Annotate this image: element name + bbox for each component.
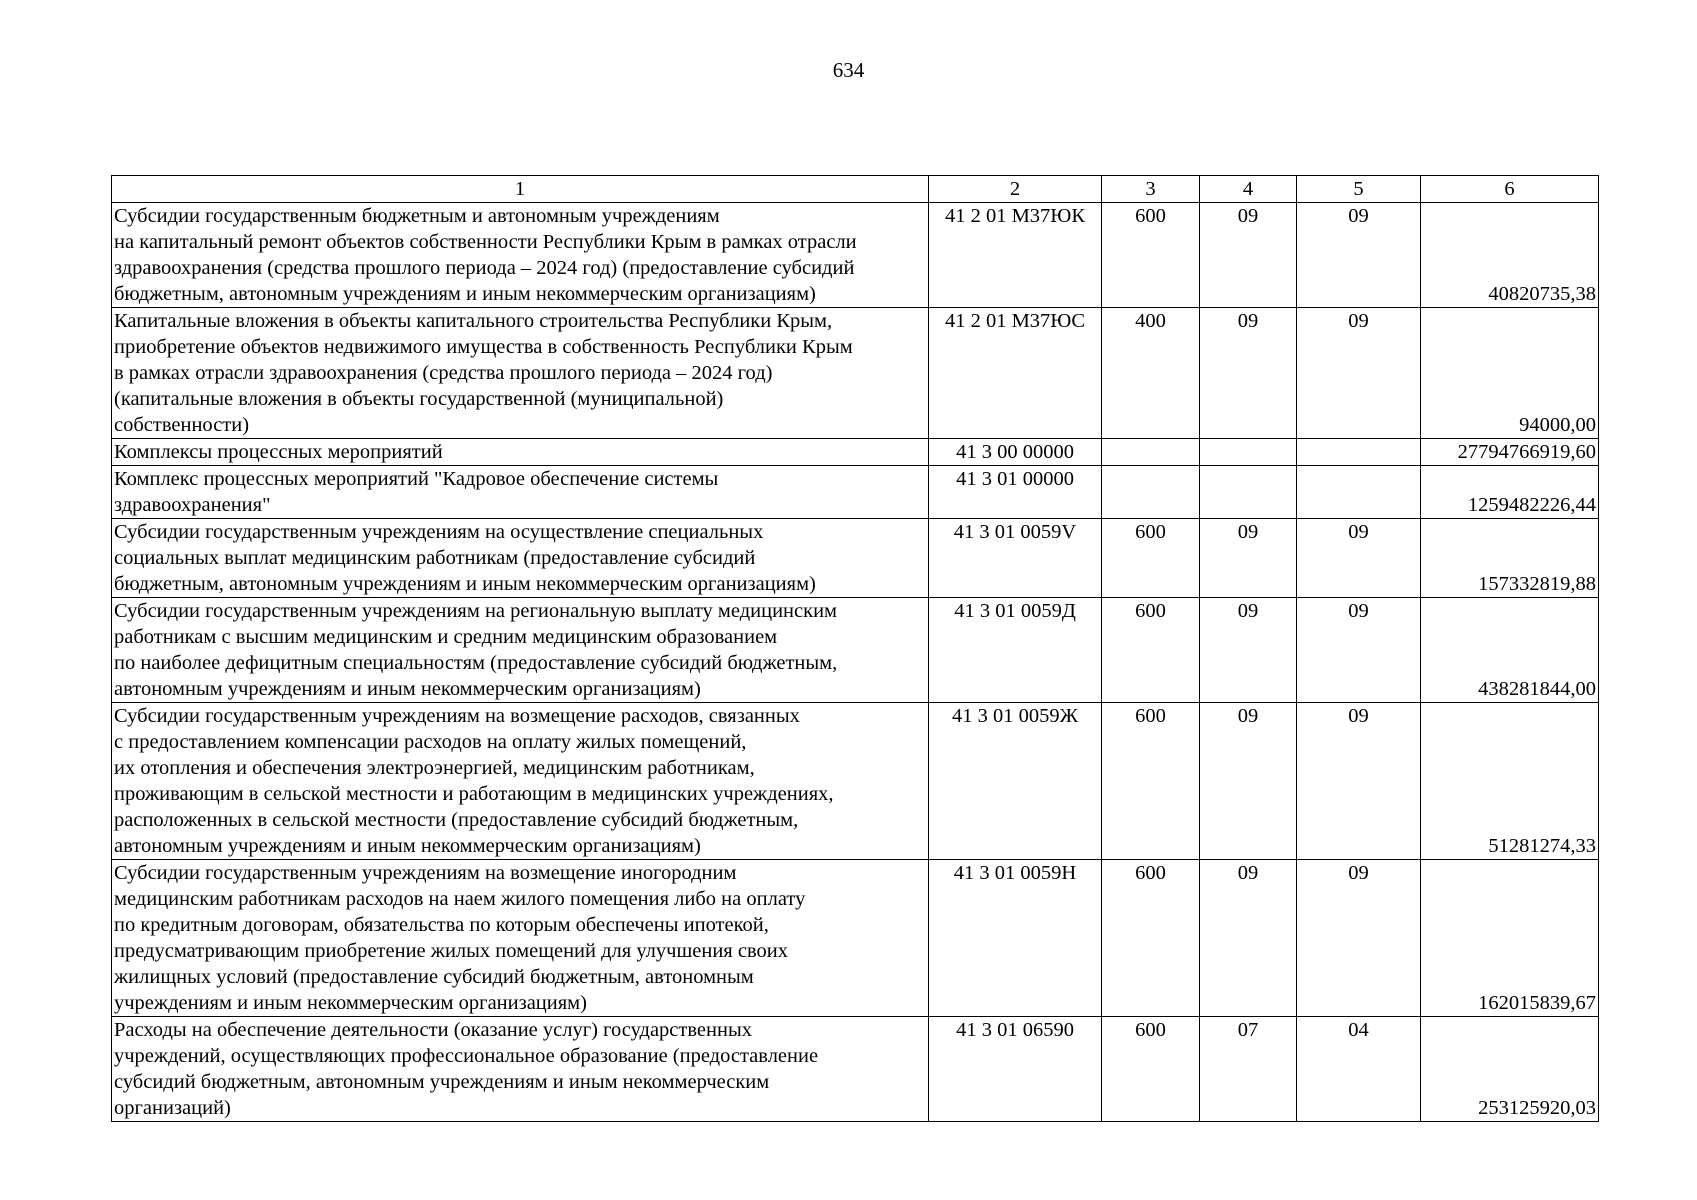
section-code: 09 bbox=[1200, 598, 1297, 703]
section-code bbox=[1200, 466, 1297, 519]
column-header-6: 6 bbox=[1421, 176, 1599, 203]
amount: 51281274,33 bbox=[1421, 703, 1599, 860]
expense-type-code: 600 bbox=[1102, 203, 1200, 308]
table-row bbox=[112, 860, 1599, 1017]
amount: 40820735,38 bbox=[1421, 203, 1599, 308]
table-row bbox=[112, 703, 1599, 860]
target-article-code: 41 2 01 М37ЮК bbox=[929, 203, 1102, 308]
section-code: 09 bbox=[1200, 519, 1297, 598]
section-code: 09 bbox=[1200, 203, 1297, 308]
section-code: 07 bbox=[1200, 1017, 1297, 1122]
table-row bbox=[112, 598, 1599, 703]
target-article-code: 41 3 01 0059Ж bbox=[929, 703, 1102, 860]
column-header-1: 1 bbox=[112, 176, 929, 203]
column-header-3: 3 bbox=[1102, 176, 1200, 203]
subsection-code: 09 bbox=[1297, 519, 1421, 598]
column-header-2: 2 bbox=[929, 176, 1102, 203]
table-row bbox=[112, 519, 1599, 598]
expense-name: Расходы на обеспечение деятельности (оказание услуг) государственных учреждений, осуществляющих профессиональное образование (предоставление субсидий бюджетным, автономным учреждениям и иным некоммерческим организаций) bbox=[112, 1017, 929, 1122]
target-article-code: 41 2 01 М37ЮС bbox=[929, 308, 1102, 439]
table-header-row bbox=[112, 176, 1599, 203]
amount: 157332819,88 bbox=[1421, 519, 1599, 598]
expense-name: Капитальные вложения в объекты капитального строительства Республики Крым, приобретение объектов недвижимого имущества в собственность Республики Крым в рамках отрасли здравоохранения (средства прошлого периода – 2024 год) (капитальные вложения в объекты государственной (муниципальной) собственности) bbox=[112, 308, 929, 439]
expense-name: Комплекс процессных мероприятий "Кадровое обеспечение системы здравоохранения" bbox=[112, 466, 929, 519]
subsection-code bbox=[1297, 466, 1421, 519]
target-article-code: 41 3 01 0059V bbox=[929, 519, 1102, 598]
expense-name: Комплексы процессных мероприятий bbox=[112, 439, 929, 466]
expense-type-code: 600 bbox=[1102, 1017, 1200, 1122]
expense-type-code bbox=[1102, 466, 1200, 519]
expense-type-code: 600 bbox=[1102, 703, 1200, 860]
subsection-code bbox=[1297, 439, 1421, 466]
subsection-code: 09 bbox=[1297, 203, 1421, 308]
table-row bbox=[112, 1017, 1599, 1122]
expense-name: Субсидии государственным бюджетным и автономным учреждениям на капитальный ремонт объектов собственности Республики Крым в рамках отрасли здравоохранения (средства прошлого периода – 2024 год) (предоставление субсидий бюджетным, автономным учреждениям и иным некоммерческим организациям) bbox=[112, 203, 929, 308]
amount: 253125920,03 bbox=[1421, 1017, 1599, 1122]
target-article-code: 41 3 01 0059Н bbox=[929, 860, 1102, 1017]
table-body bbox=[112, 176, 1599, 1122]
budget-table bbox=[111, 175, 1599, 1122]
expense-name: Субсидии государственным учреждениям на возмещение расходов, связанных с предоставлением компенсации расходов на оплату жилых помещений, их отопления и обеспечения электроэнергией, медицинским работникам, проживающим в сельской местности и работающим в медицинских учреждениях, расположенных в сельской местности (предоставление субсидий бюджетным, автономным учреждениям и иным некоммерческим организациям) bbox=[112, 703, 929, 860]
subsection-code: 09 bbox=[1297, 598, 1421, 703]
expense-name: Субсидии государственным учреждениям на региональную выплату медицинским работникам с высшим медицинским и средним медицинским образованием по наиболее дефицитным специальностям (предоставление субсидий бюджетным, автономным учреждениям и иным некоммерческим организациям) bbox=[112, 598, 929, 703]
subsection-code: 04 bbox=[1297, 1017, 1421, 1122]
table-row bbox=[112, 308, 1599, 439]
amount: 438281844,00 bbox=[1421, 598, 1599, 703]
target-article-code: 41 3 01 0059Д bbox=[929, 598, 1102, 703]
table-row bbox=[112, 466, 1599, 519]
section-code: 09 bbox=[1200, 703, 1297, 860]
target-article-code: 41 3 01 06590 bbox=[929, 1017, 1102, 1122]
amount: 162015839,67 bbox=[1421, 860, 1599, 1017]
expense-type-code: 400 bbox=[1102, 308, 1200, 439]
target-article-code: 41 3 01 00000 bbox=[929, 466, 1102, 519]
expense-type-code: 600 bbox=[1102, 860, 1200, 1017]
subsection-code: 09 bbox=[1297, 860, 1421, 1017]
table-row bbox=[112, 203, 1599, 308]
section-code: 09 bbox=[1200, 308, 1297, 439]
expense-name: Субсидии государственным учреждениям на осуществление специальных социальных выплат медицинским работникам (предоставление субсидий бюджетным, автономным учреждениям и иным некоммерческим организациям) bbox=[112, 519, 929, 598]
page-number: 634 bbox=[832, 58, 865, 82]
section-code: 09 bbox=[1200, 860, 1297, 1017]
expense-type-code: 600 bbox=[1102, 519, 1200, 598]
amount: 94000,00 bbox=[1421, 308, 1599, 439]
column-header-4: 4 bbox=[1200, 176, 1297, 203]
target-article-code: 41 3 00 00000 bbox=[929, 439, 1102, 466]
expense-name: Субсидии государственным учреждениям на возмещение иногородним медицинским работникам расходов на наем жилого помещения либо на оплату по кредитным договорам, обязательства по которым обеспечены ипотекой, предусматривающим приобретение жилых помещений для улучшения своих жилищных условий (предоставление субсидий бюджетным, автономным учреждениям и иным некоммерческим организациям) bbox=[112, 860, 929, 1017]
expense-type-code bbox=[1102, 439, 1200, 466]
table-row bbox=[112, 439, 1599, 466]
section-code bbox=[1200, 439, 1297, 466]
column-header-5: 5 bbox=[1297, 176, 1421, 203]
subsection-code: 09 bbox=[1297, 703, 1421, 860]
subsection-code: 09 bbox=[1297, 308, 1421, 439]
amount: 1259482226,44 bbox=[1421, 466, 1599, 519]
expense-type-code: 600 bbox=[1102, 598, 1200, 703]
amount: 27794766919,60 bbox=[1421, 439, 1599, 466]
